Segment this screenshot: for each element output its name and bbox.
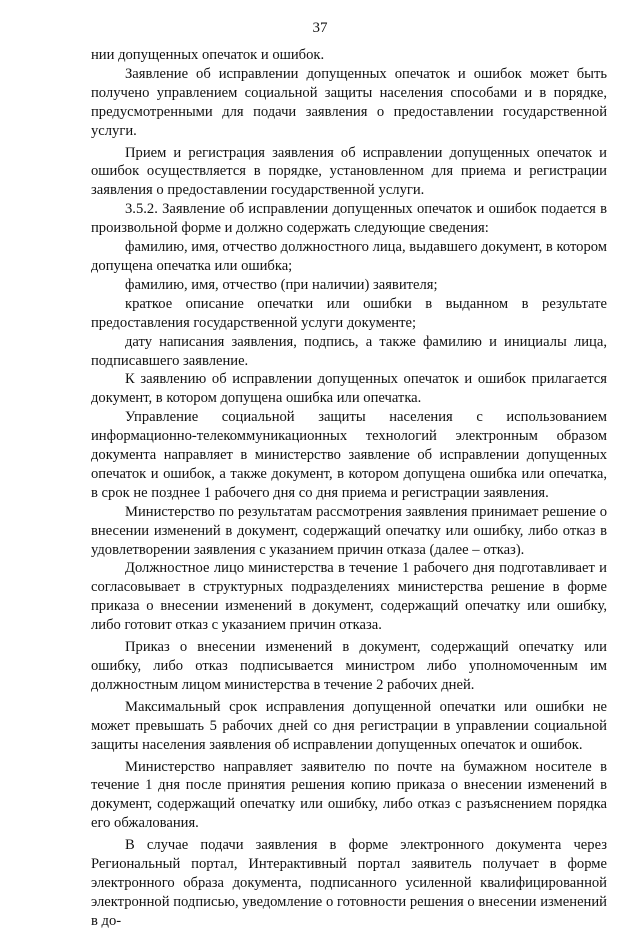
paragraph: фамилию, имя, отчество должностного лица, выдавшего документ, в котором допущена опечатка или ошибка;: [91, 239, 607, 274]
paragraph: К заявлению об исправлении допущенных опечаток и ошибок прилагается документ, в котором допущена ошибка или опечатка.: [91, 371, 607, 407]
paragraph: нии допущенных опечаток и ошибок.: [91, 47, 325, 63]
paragraph: Управление социальной защиты населения с использованием информационно-телекоммуникационных технологий электронным образом документа направляет в министерство заявление об исправлении допущенных опечаток и ошибок, а также документ, в котором допущена ошибка или опечатка, в срок не позднее 1 рабочего дня со дня приема и регистрации заявления.: [91, 409, 607, 501]
paragraph: В случае подачи заявления в форме электронного документа через Региональный портал, Интерактивный портал заявитель получает в форме электронного образа документа, подписанного усиленной квалифицированной электронной подписью, уведомление о готовности решения о внесении изменений в до-: [91, 837, 607, 929]
paragraph: дату написания заявления, подпись, а также фамилию и инициалы лица, подписавшего заявление.: [91, 333, 607, 369]
page-number: 37: [312, 20, 328, 36]
paragraph: Министерство направляет заявителю по почте на бумажном носителе в течение 1 дня после принятия решения копию приказа о внесении изменений в документ, содержащий опечатку или ошибку, либо отказ с разъяснением порядка его обжалования.: [91, 758, 607, 832]
paragraph: Прием и регистрация заявления об исправлении допущенных опечаток и ошибок осуществляется в порядке, установленном для приема и регистрации заявления о предоставлении государственной услуги.: [91, 144, 607, 199]
paragraph: 3.5.2. Заявление об исправлении допущенных опечаток и ошибок подается в произвольной форме и должно содержать следующие сведения:: [91, 201, 607, 237]
paragraph: фамилию, имя, отчество (при наличии) заявителя;: [125, 276, 438, 293]
paragraph: Министерство по результатам рассмотрения заявления принимает решение о внесении изменений в документ, содержащий опечатку или ошибку, либо отказ в удовлетворении заявления с указанием причин отказа (далее – отказ).: [91, 503, 607, 558]
paragraph: Заявление об исправлении допущенных опечаток и ошибок может быть получено управлением социальной защиты населения способами и в порядке, предусмотренными для подачи заявления о предоставлении государственной услуги.: [91, 65, 607, 139]
document-body: [91, 46, 607, 931]
paragraph: Должностное лицо министерства в течение 1 рабочего дня подготавливает и согласовывает в структурных подразделениях министерства решение в форме приказа о внесении изменений в документ, содержащий опечатку или ошибку, либо готовит отказ с указанием причин отказа.: [91, 560, 607, 634]
paragraph: Приказ о внесении изменений в документ, содержащий опечатку или ошибку, либо отказ подписывается министром либо уполномоченным им должностным лицом министерства в течение 2 рабочих дней.: [91, 639, 607, 693]
paragraph: Максимальный срок исправления допущенной опечатки или ошибки не может превышать 5 рабочих дней со дня регистрации в управлении социальной защиты населения заявления об исправлении допущенных опечаток и ошибок.: [91, 698, 607, 753]
paragraph: краткое описание опечатки или ошибки в выданном в результате предоставления государственной услуги документе;: [91, 295, 607, 331]
